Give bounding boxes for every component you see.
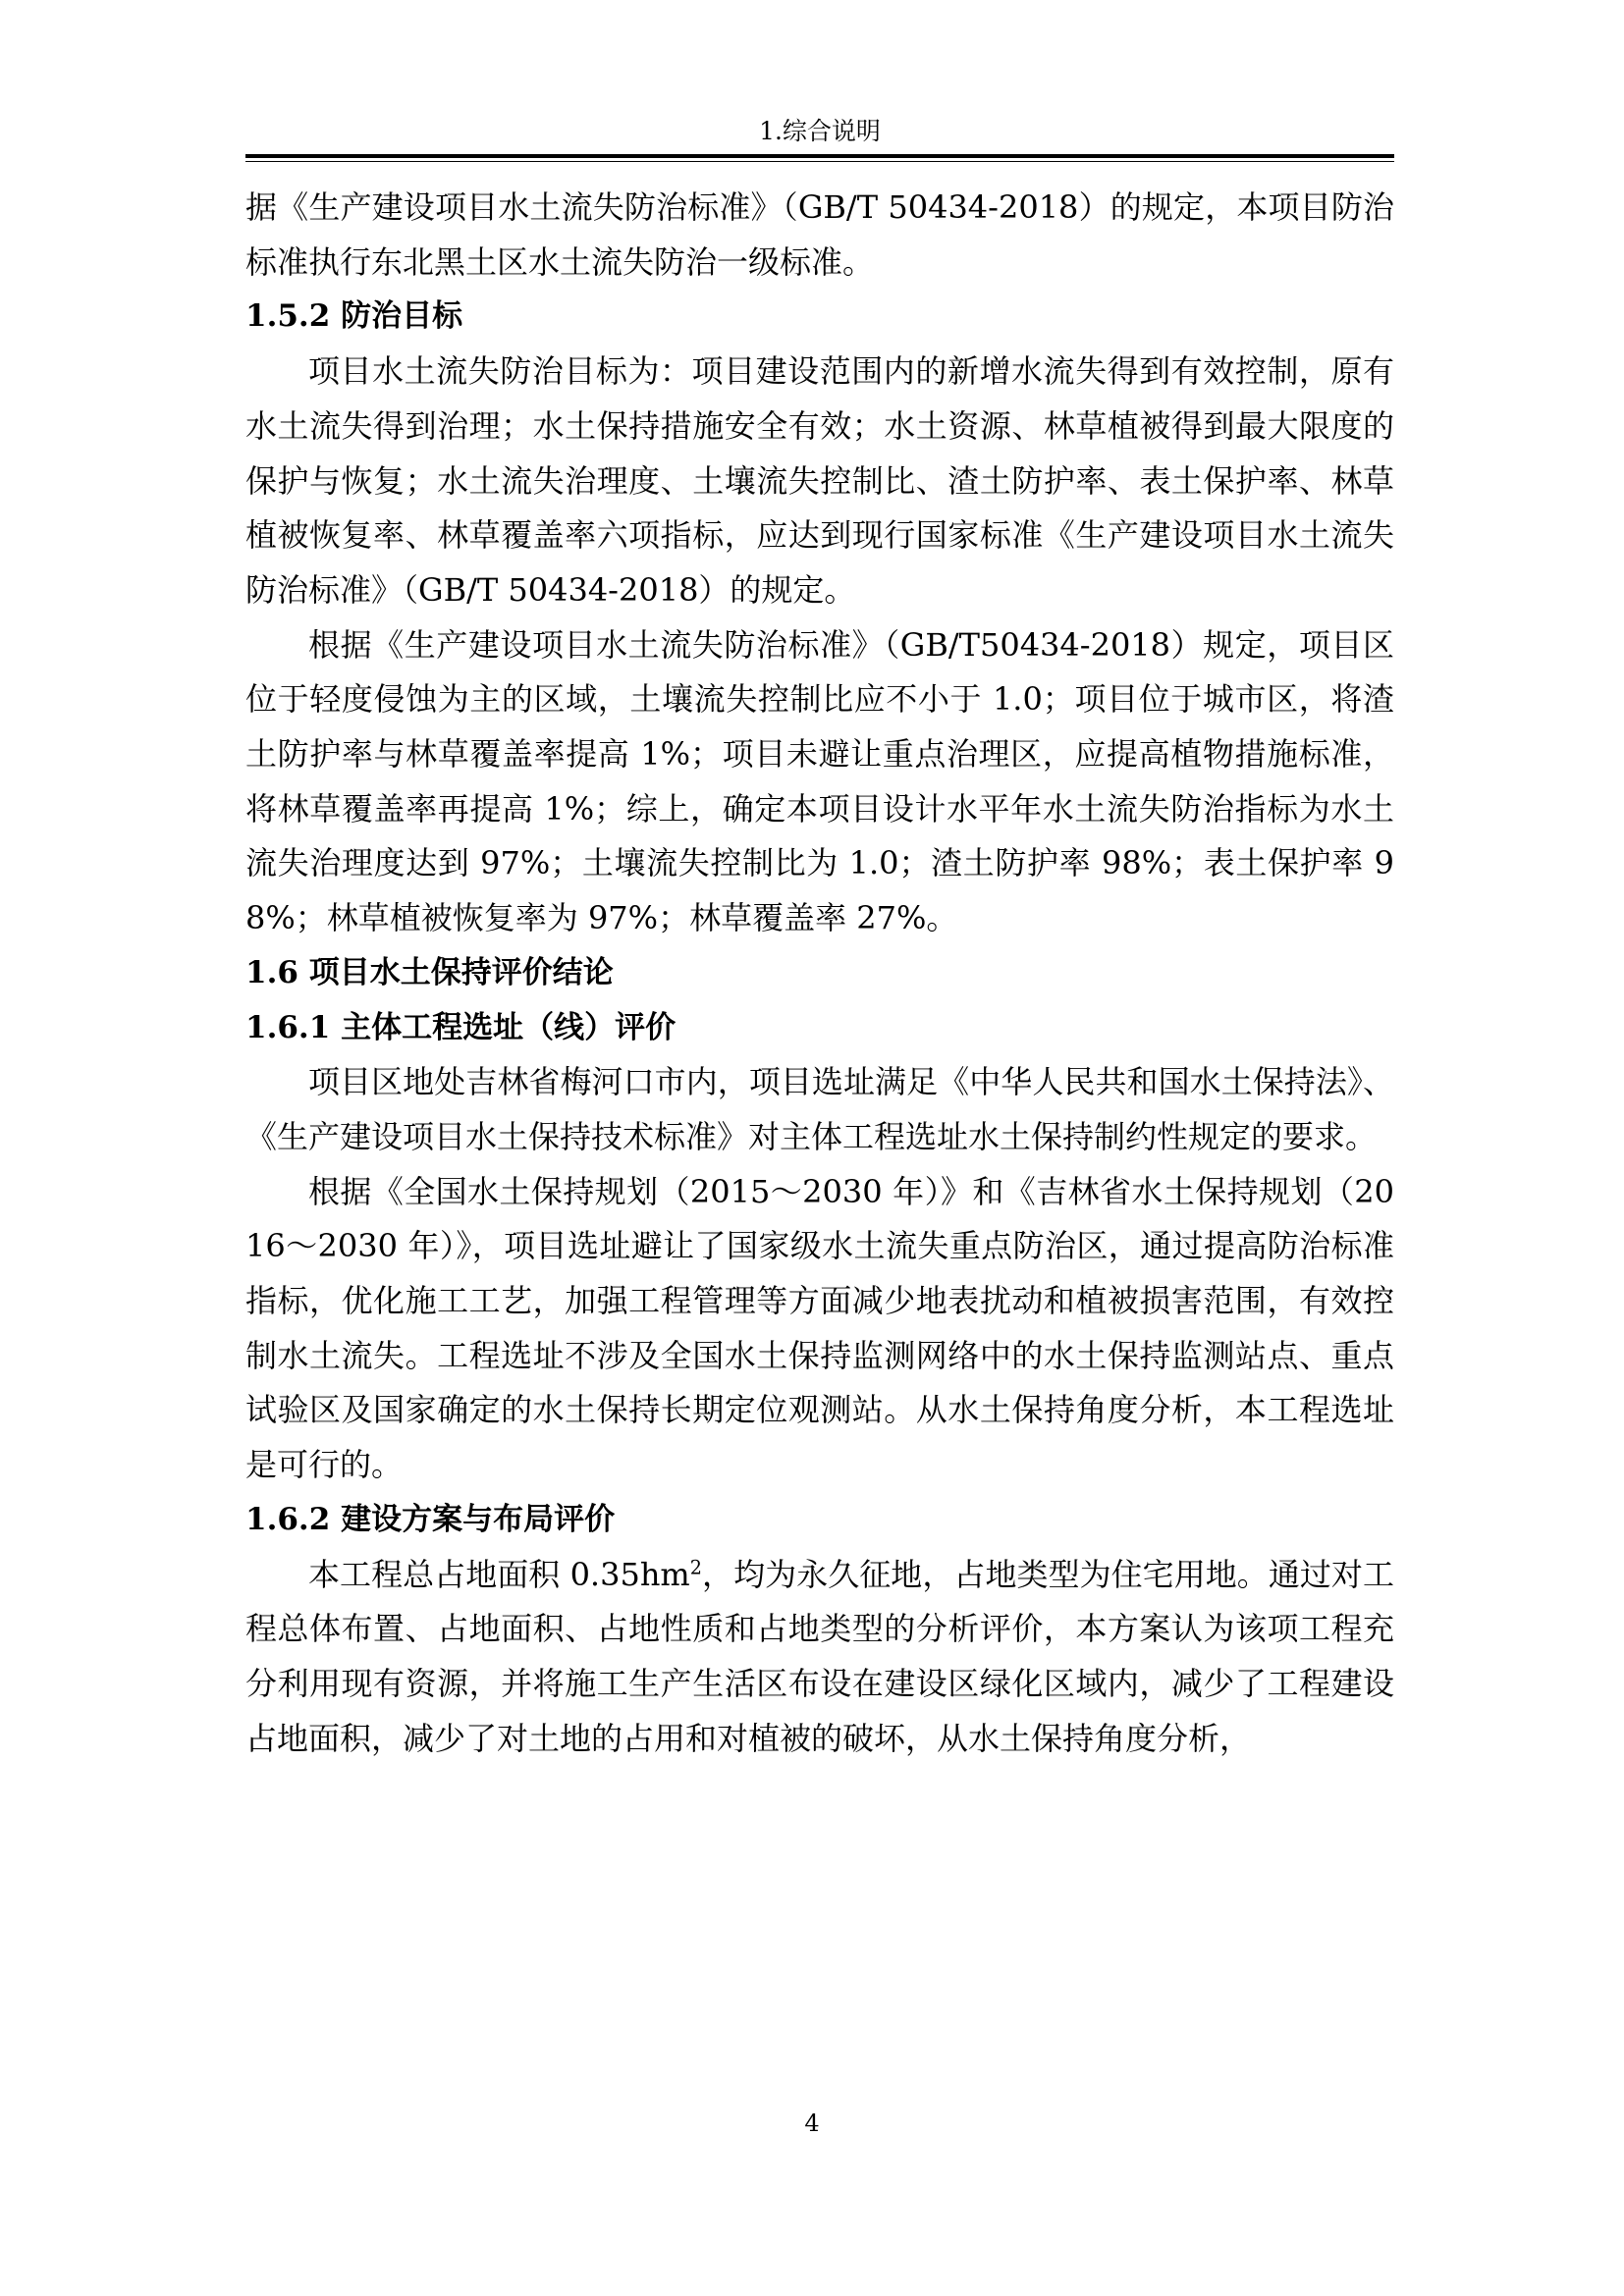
header-rule-thin: [245, 161, 1394, 162]
heading-1-6-1: 1.6.1 主体工程选址（线）评价: [245, 1009, 677, 1045]
heading-1-6: 1.6 项目水土保持评价结论: [245, 954, 614, 990]
paragraph-prevention-targets: 项目水土流失防治目标为：项目建设范围内的新增水流失得到有效控制，原有水土流失得到治理；水土保持措施安全有效；水土资源、林草植被得到最大限度的保护与恢复；水土流失治理度、土壤流失控制比、渣土防护率、表土保护率、林草植被恢复率、林草覆盖率六项指标，应达到现行国家标准《生产建设项目水土流失防治标准》（GB/T 50434-2018）的规定。: [245, 352, 1394, 609]
area-unit-superscript: 2: [689, 1555, 702, 1578]
paragraph-site-selection: 项目区地处吉林省梅河口市内，项目选址满足《中华人民共和国水土保持法》、《生产建设项目水土保持技术标准》对主体工程选址水土保持制约性规定的要求。: [245, 1063, 1394, 1155]
paragraph-site-selection-plan: 根据《全国水土保持规划（2015～2030 年）》和《吉林省水土保持规划（2016～2030 年）》，项目选址避让了国家级水土流失重点防治区，通过提高防治标准指标，优化施工工艺，加强工程管理等方面减少地表扰动和植被损害范围，有效控制水土流失。工程选址不涉及全国水土保持监测网络中的水土保持监测站点、重点试验区及国家确定的水土保持长期定位观测站。从水土保持角度分析，本工程选址是可行的。: [245, 1172, 1394, 1484]
layout-text-part-2: ，均为永久征地，占地类型为住宅用地。通过对工程总体布置、占地面积、占地性质和占地类型的分析评价，本方案认为该项工程充分利用现有资源，并将施工生产生活区布设在建设区绿化区域内，减少了工程建设占地面积，减少了对土地的占用和对植被的破坏，从水土保持角度分析，: [245, 1555, 1394, 1757]
paragraph-layout-evaluation: [245, 1548, 1394, 1767]
paragraph-prevention-standard: 据《生产建设项目水土流失防治标准》（GB/T 50434-2018）的规定，本项目防治标准执行东北黑土区水土流失防治一级标准。: [245, 188, 1394, 281]
layout-text-part-1: 本工程总占地面积 0.35hm: [308, 1555, 690, 1593]
heading-1-6-2: 1.6.2 建设方案与布局评价: [245, 1501, 616, 1537]
heading-1-5-2: 1.5.2 防治目标: [245, 298, 463, 335]
document-body: [245, 181, 1394, 1766]
page-number: 4: [804, 2109, 820, 2137]
page-header-title: 1.综合说明: [759, 117, 881, 145]
header-rule-thick: [245, 154, 1394, 158]
paragraph-target-indicators: 根据《生产建设项目水土流失防治标准》（GB/T50434-2018）规定，项目区位于轻度侵蚀为主的区域，土壤流失控制比应不小于 1.0；项目位于城市区，将渣土防护率与林草覆盖率提高 1%；项目未避让重点治理区，应提高植物措施标准，将林草覆盖率再提高 1%；综上，确定本项目设计水平年水土流失防治指标为水土流失治理度达到 97%；土壤流失控制比为 1.0；渣土防护率 98%；表土保护率 98%；林草植被恢复率为 97%；林草覆盖率 27%。: [245, 625, 1394, 937]
